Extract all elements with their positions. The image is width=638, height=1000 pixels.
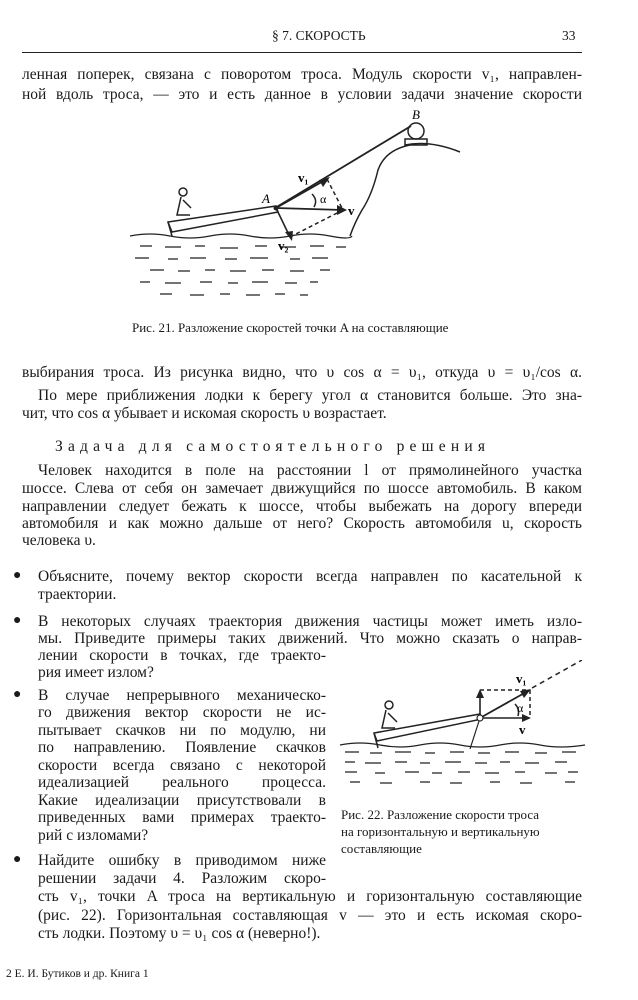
bullet-line: сть лодки. Поэтому υ = υ₁ cos α (неверно!). (38, 925, 321, 942)
running-header: § 7. СКОРОСТЬ (272, 28, 366, 43)
bullet-line: Найдите ошибку в приводимом ниже (38, 852, 326, 869)
bullet-line: В случае непрерывного механическо- (38, 687, 326, 704)
bullet-line: идеализацией реального процесса. (38, 774, 326, 791)
label-v: v (519, 722, 526, 737)
text-line: Человек находится в поле на расстоянии l от прямолинейного участка (38, 462, 582, 479)
label-b: B (412, 107, 420, 122)
label-v1: v₁ (516, 671, 527, 686)
text-line: автомобиля и как можно дальше от него? Скорость автомобиля u, скорость (22, 515, 582, 532)
bullet-line: го движения вектор скорости не ис- (38, 704, 326, 721)
bullet-line: приведенных вами примерах траекто- (38, 809, 326, 826)
label-v: v (348, 203, 355, 218)
bullet-line: пытывает скачков ни по модулю, ни (38, 722, 326, 739)
page-number: 33 (562, 28, 576, 43)
bullet-icon: ● (13, 687, 22, 702)
bullet-line: по направлению. Появление скачков (38, 739, 326, 756)
bullet-icon: ● (13, 852, 22, 867)
bullet-line: лении скорости в точках, где траекто- (38, 647, 326, 664)
label-v2: v₂ (278, 238, 289, 253)
bullet-line: решении задачи 4. Разложим скоро- (38, 870, 326, 887)
bullet-line: сть v₁, точки A троса на вертикальную и горизонтальную составляющие (38, 888, 582, 905)
text-line: ной вдоль троса, — это и есть данное в условии задачи значение скорости (22, 86, 582, 103)
text-line: чит, что cos α убывает и искомая скорость υ возрастает. (22, 405, 387, 422)
figure-22-boat-diagram (335, 660, 590, 790)
bullet-line: мы. Приведите примеры таких движений. Что можно сказать о направ- (38, 630, 582, 647)
text-line: По мере приближения лодки к берегу угол α становится больше. Это зна- (38, 387, 582, 404)
text-line: направлении следует бежать к шоссе, чтобы выбежать на дорогу впереди (22, 498, 582, 515)
bullet-line: рия имеет излом? (38, 664, 154, 681)
figure-21-caption: Рис. 21. Разложение скоростей точки A на составляющие (132, 320, 449, 335)
header-rule (22, 52, 582, 53)
bullet-icon: ● (13, 568, 22, 583)
figure-22-caption-line: Рис. 22. Разложение скорости троса (341, 807, 540, 822)
text-line: выбирания троса. Из рисунка видно, что υ cos α = υ₁, откуда υ = υ₁/cos α. (22, 364, 582, 381)
figure-22-caption-line: составляющие (341, 841, 422, 856)
bullet-line: Какие идеализации присутствовали в (38, 792, 326, 809)
bullet-line: В некоторых случаях траектория движения частицы может иметь изло- (38, 613, 582, 630)
label-alpha: α (320, 192, 327, 206)
label-alpha: α (517, 701, 524, 715)
label-a: A (262, 191, 270, 206)
figure-21-boat-diagram (120, 105, 480, 310)
figure-22-caption-line: на горизонтальную и вертикальную (341, 824, 540, 839)
section-heading: Задача для самостоятельного решения (55, 438, 491, 455)
bullet-line: рий с изломами? (38, 827, 149, 844)
bullet-line: Объясните, почему вектор скорости всегда направлен по касательной к (38, 568, 582, 585)
bullet-line: траектории. (38, 586, 117, 603)
bullet-icon: ● (13, 613, 22, 628)
bullet-line: (рис. 22). Горизонтальная составляющая v — это и есть искомая скоро- (38, 907, 582, 924)
text-line: шоссе. Слева от себя он замечает движущийся по шоссе автомобиль. В каком (22, 480, 582, 497)
text-line: человека υ. (22, 532, 96, 549)
bullet-line: скорости всегда связано с некоторой (38, 757, 326, 774)
text-line: ленная поперек, связана с поворотом троса. Модуль скорости v₁, направлен- (22, 66, 582, 83)
label-v1: v₁ (298, 170, 309, 185)
page-footer: 2 Е. И. Бутиков и др. Книга 1 (6, 968, 149, 980)
